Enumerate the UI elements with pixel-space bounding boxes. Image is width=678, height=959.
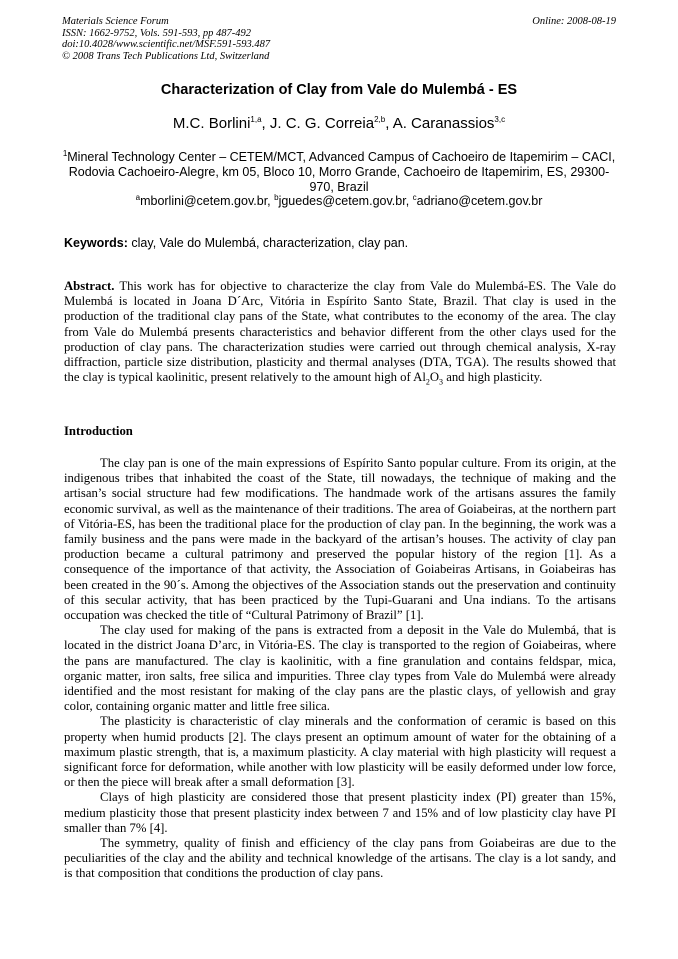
keywords-text: clay, Vale do Mulembá, characterization, clay pan. [131, 236, 409, 250]
keywords-label: Keywords: [64, 236, 128, 250]
journal-header [62, 16, 616, 62]
paper-title: Characterization of Clay from Vale do Mulembá - ES [160, 82, 518, 98]
issn-line: ISSN: 1662-9752, Vols. 591-593, pp 487-492 [62, 27, 251, 39]
author-name: M.C. Borlini [172, 115, 251, 132]
author-list: M.C. Borlini$^{1,a}$, J. C. G. Correia$^{2,b}$, A. Caranassios$^{3,c}$ [172, 115, 506, 132]
paragraph: The clay pan is one of the main expressions of Espírito Santo popular culture. From its origin, at the indigenous tribes that inhabited the coast of the State, till nowadays, the technique of making and the artisan’s social structure had few modifications. The handmade work of the artisans assures the family economic survival, as well as the maintenance of their traditions. The area of Goiabeiras, at the northern part of Vitória-ES, has been the traditional place for the production of clay pan. In the beginning, the work was a family business and the pans were made in the backyard of the artisan’s houses. The activity of clay pan production became a cultural patrimony and preserved the popular history of the region [1]. As a consequence of the importance of that activity, the Association of Goiabeiras Artisans, in Goiabeiras has been created in the 90´s. Among the objectives of the Association stands out the preservation and continuity of this secular activity, that has been practiced by the Tupi-Guarani and Una indians. To the artisans occupation was checked the title of “Cultural Patrimony of Brazil” [1]. [64, 456, 616, 623]
journal-name: Materials Science Forum [62, 16, 169, 27]
copyright-line: © 2008 Trans Tech Publications Ltd, Switzerland [62, 50, 270, 62]
doi-line: doi:10.4028/www.scientific.net/MSF.591-593.487 [62, 39, 271, 51]
introduction-body [64, 456, 616, 882]
online-date: Online: 2008-08-19 [532, 16, 616, 27]
author-name: A. Caranassios [392, 115, 495, 132]
abstract-text: This work has for objective to characterize the clay from Vale do Mulembá-ES. The Vale do Mulembá is located in Joana D´Arc, Vitória in Espírito Santo State, Brazil. That clay is used in the production of the traditional clay pans of the State, what contributes to the economy of the area. The clay from Vale do Mulembá presents characteristics and behavior different from the other clays used for the production of clay pans. The characterization studies were carried out through chemical analysis, X-ray diffraction, particle size distribution, plasticity and thermal analyses (DTA, TGA). The results showed that the clay is typical kaolinitic, present relatively to the amount high of Al [64, 279, 616, 385]
keywords [64, 236, 616, 250]
email-link[interactable]: jguedes@cetem.gov.br [278, 194, 406, 209]
email-link[interactable]: adriano@cetem.gov.br [416, 194, 543, 209]
author-sup: 2,b [374, 115, 386, 124]
introduction-heading: Introduction [64, 424, 133, 438]
author-sup: 3,c [494, 115, 506, 124]
paragraph: The plasticity is characteristic of clay minerals and the conformation of ceramic is based on this property when humid products [2]. The clays present an optimum amount of water for the obtaining of a maximum plastic strength, that is, a maximum plasticity. A clay material with high plasticity will request a significant force for deformation, while another with low plasticity will be easily deformed under low force, or then the piece will break after a small deformation [3]. [64, 714, 616, 790]
email-link[interactable]: mborlini@cetem.gov.br [140, 194, 268, 209]
author-name: J. C. G. Correia [269, 115, 375, 132]
email-list: $^a$mborlini@cetem.gov.br, $^b$jguedes@cetem.gov.br, $^c$adriano@cetem.gov.br [135, 193, 543, 209]
affiliation [62, 150, 616, 209]
paragraph: The clay used for making of the pans is extracted from a deposit in the Vale do Mulembá, that is located in the district Joana D’arc, in Vitória-ES. The clay is transported to the region of Goiabeiras, where the pans are manufactured. The clay is kaolinitic, with a fine granulation and contains feldspar, mica, organic matter, iron salts, free silica and impurities. Three clay types from Vale do Mulembá were already identified and the most resistant for making of the clay pans are the plastic clays, of yellowish and gray color, containing organic matter and little free silica. [64, 623, 616, 714]
affiliation-text: Mineral Technology Center – CETEM/MCT, Advanced Campus of Cachoeiro de Itapemirim – CACI, Rodovia Cachoeiro-Alegre, km 05, Bloco 10, Morro Grande, Cachoeiro de Itapemirim, ES, 29300-970, Brazil [67, 150, 616, 194]
paragraph: Clays of high plasticity are considered those that present plasticity index (PI) greater than 15%, medium plasticity those that present plasticity index between 7 and 15% and of low plasticity clay have PI smaller than 7% [4]. [64, 790, 616, 835]
abstract: Abstract. This work has for objective to characterize the clay from Vale do Mulembá-ES. The Vale do Mulembá is located in Joana D´Arc, Vitória in Espírito Santo State, Brazil. That clay is used in the production of the traditional clay pans of the State, what contributes to the economy of the area. The clay from Vale do Mulembá presents characteristics and behavior different from the other clays used for the production of clay pans. The characterization studies were carried out through chemical analysis, X-ray diffraction, particle size distribution, plasticity and thermal analyses (DTA, TGA). The results showed that the clay is typical kaolinitic, present relatively to the amount high of $Al_2O_3$ and high plasticity. [64, 279, 616, 387]
author-sup: 1,a [250, 115, 262, 124]
affiliation-sup: 1 [62, 148, 68, 158]
abstract-label: Abstract. [64, 279, 115, 293]
paragraph: The symmetry, quality of finish and efficiency of the clay pans from Goiabeiras are due to the peculiarities of the clay and the ability and technical knowledge of the artisans. The clay is a lot sandy, and is that composition that conditions the production of clay pans. [64, 836, 616, 881]
